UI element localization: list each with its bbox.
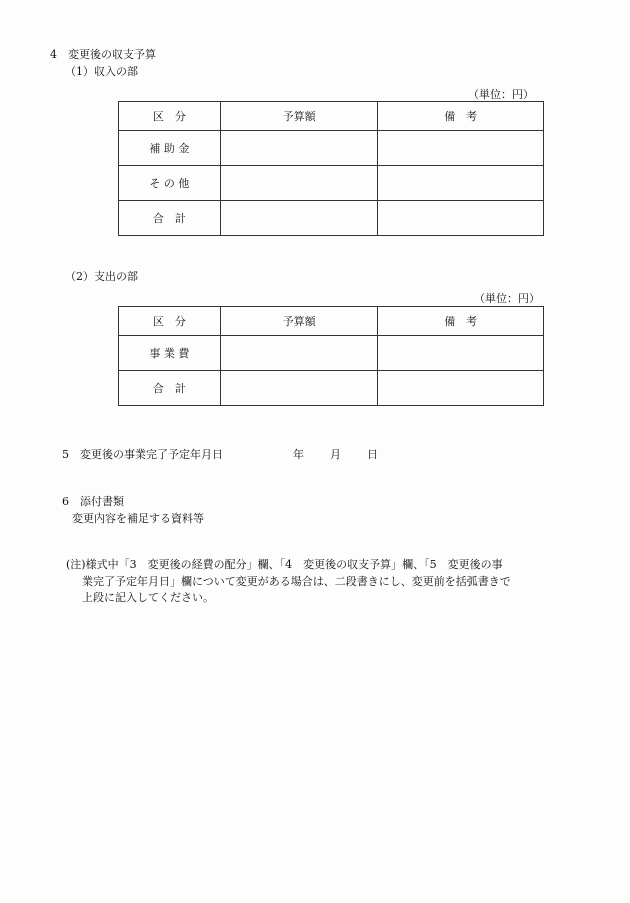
date-day-label: 日 xyxy=(367,448,378,461)
row-category: 補 助 金 xyxy=(119,131,221,166)
expense-table xyxy=(118,306,544,406)
income-table xyxy=(118,101,544,236)
col-header-amount: 予算額 xyxy=(220,307,378,336)
row-amount[interactable] xyxy=(220,166,378,201)
row-remarks[interactable] xyxy=(378,131,544,166)
row-amount[interactable] xyxy=(220,371,378,406)
section5-heading: 5 変更後の事業完了予定年月日 xyxy=(62,448,223,461)
income-unit: （単位：円） xyxy=(468,88,534,101)
row-category: 事 業 費 xyxy=(119,336,221,371)
date-month-label: 月 xyxy=(330,448,341,461)
table-row xyxy=(119,371,544,406)
row-category: 合 計 xyxy=(119,201,221,236)
expense-unit: （単位：円） xyxy=(474,292,540,305)
date-year-label: 年 xyxy=(293,448,304,461)
col-header-category: 区 分 xyxy=(119,102,221,131)
section6-heading: 6 添付書類 xyxy=(62,495,124,508)
row-category: 合 計 xyxy=(119,371,221,406)
note-line-3: 上段に記入してください。 xyxy=(82,591,214,604)
income-header-row xyxy=(119,102,544,131)
section4-heading: 4 変更後の収支予算 xyxy=(50,48,156,61)
expense-subheading: （2）支出の部 xyxy=(65,270,138,283)
section6-body: 変更内容を補足する資料等 xyxy=(72,512,204,525)
row-remarks[interactable] xyxy=(378,166,544,201)
row-amount[interactable] xyxy=(220,336,378,371)
col-header-amount: 予算額 xyxy=(220,102,378,131)
row-amount[interactable] xyxy=(220,131,378,166)
income-subheading: （1）収入の部 xyxy=(65,65,138,78)
row-category: そ の 他 xyxy=(119,166,221,201)
col-header-remarks: 備 考 xyxy=(378,307,544,336)
row-remarks[interactable] xyxy=(378,371,544,406)
note-line-1: (注)様式中「3 変更後の経費の配分」欄、「4 変更後の収支予算」欄、「5 変更後の事 xyxy=(66,558,503,571)
row-amount[interactable] xyxy=(220,201,378,236)
table-row xyxy=(119,166,544,201)
col-header-category: 区 分 xyxy=(119,307,221,336)
expense-header-row xyxy=(119,307,544,336)
col-header-remarks: 備 考 xyxy=(378,102,544,131)
table-row xyxy=(119,201,544,236)
row-remarks[interactable] xyxy=(378,201,544,236)
note-line-2: 業完了予定年月日」欄について変更がある場合は、二段書きにし、変更前を括弧書きで xyxy=(82,575,511,588)
table-row xyxy=(119,336,544,371)
row-remarks[interactable] xyxy=(378,336,544,371)
table-row xyxy=(119,131,544,166)
